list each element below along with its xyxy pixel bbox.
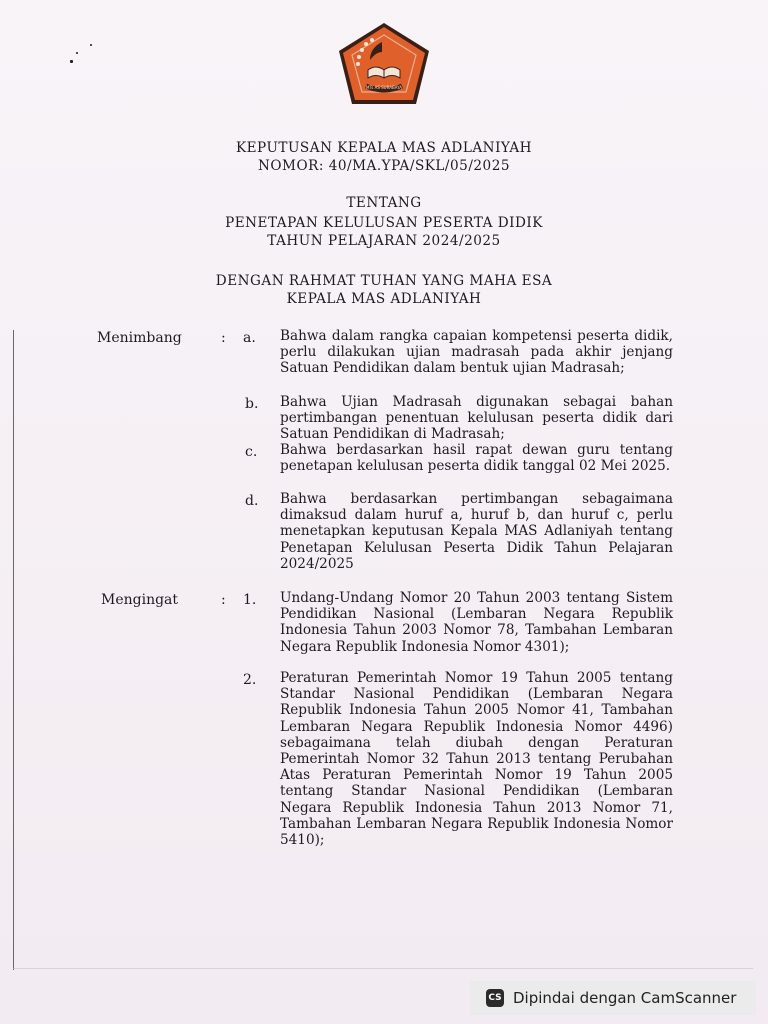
- page-edge-bottom: [13, 968, 753, 969]
- decree-subject-line2: TAHUN PELAJARAN 2024/2025: [267, 233, 501, 249]
- menimbang-colon: :: [221, 330, 226, 346]
- blessing-line: DENGAN RAHMAT TUHAN YANG MAHA ESA: [215, 273, 553, 289]
- camscanner-text: Dipindai dengan CamScanner: [513, 989, 737, 1007]
- menimbang-marker-b: b.: [245, 396, 259, 412]
- camscanner-badge: [470, 981, 756, 1015]
- decree-title: KEPUTUSAN KEPALA MAS ADLANIYAH: [235, 140, 533, 156]
- mengingat-colon: :: [221, 592, 226, 608]
- madrasah-logo: [336, 20, 432, 106]
- menimbang-item-b: Bahwa Ujian Madrasah digunakan sebagai bahan pertimbangan penentuan kelulusan peserta didik dari Satuan Pendidikan di Madrasah;: [280, 394, 673, 443]
- mengingat-item-1: Undang-Undang Nomor 20 Tahun 2003 tentang Sistem Pendidikan Nasional (Lembaran Negara Republik Indonesia Tahun 2003 Nomor 78, Tambahan Lembaran Negara Republik Indonesia Nomor 4301);: [280, 590, 673, 655]
- menimbang-marker-c: c.: [245, 444, 258, 460]
- menimbang-item-d: Bahwa berdasarkan pertimbangan sebagaimana dimaksud dalam huruf a, huruf b, dan huruf c, perlu menetapkan keputusan Kepala MAS Adlaniyah tentang Penetapan Kelulusan Peserta Didik Tahun Pelajaran 2024/2025: [280, 491, 673, 572]
- menimbang-item-c: Bahwa berdasarkan hasil rapat dewan guru tentang penetapan kelulusan peserta didik tanggal 02 Mei 2025.: [280, 442, 673, 475]
- mengingat-marker-2: 2.: [243, 672, 257, 688]
- tentang-heading: TENTANG: [346, 195, 422, 211]
- mengingat-marker-1: 1.: [243, 592, 257, 608]
- mengingat-item-2: Peraturan Pemerintah Nomor 19 Tahun 2005 tentang Standar Nasional Pendidikan (Lembaran Negara Republik Indonesia Tahun 2005 Nomor 41, Tambahan Lembaran Negara Republik Indonesia Nomor 4496) sebagaimana telah diubah dengan Peraturan Pemerintah Nomor 32 Tahun 2013 tentang Perubahan Atas Peraturan Pemerintah Nomor 19 Tahun 2005 tentang Standar Nasional Pendidikan (Lembaran Negara Republik Indonesia Tahun 2013 Nomor 71, Tambahan Lembaran Negara Republik Indonesia Nomor 5410);: [280, 670, 673, 849]
- camscanner-icon: CS: [486, 989, 504, 1007]
- page-edge-left: [13, 330, 14, 970]
- scan-speck: [70, 60, 73, 63]
- menimbang-item-a: Bahwa dalam rangka capaian kompetensi peserta didik, perlu dilakukan ujian madrasah pada akhir jenjang Satuan Pendidikan dalam bentuk ujian Madrasah;: [280, 328, 673, 377]
- scan-speck: [90, 44, 92, 46]
- decree-subject-line1: PENETAPAN KELULUSAN PESERTA DIDIK: [225, 215, 543, 231]
- scan-speck: [76, 52, 78, 54]
- mengingat-label: Mengingat: [101, 592, 179, 608]
- decree-number: NOMOR: 40/MA.YPA/SKL/05/2025: [258, 158, 510, 174]
- menimbang-marker-a: a.: [243, 330, 256, 346]
- signatory-title: KEPALA MAS ADLANIYAH: [286, 291, 482, 307]
- menimbang-label: Menimbang: [97, 330, 182, 346]
- logo-banner-text: MTs AS SURABAYA: [366, 85, 402, 90]
- menimbang-marker-d: d.: [245, 493, 259, 509]
